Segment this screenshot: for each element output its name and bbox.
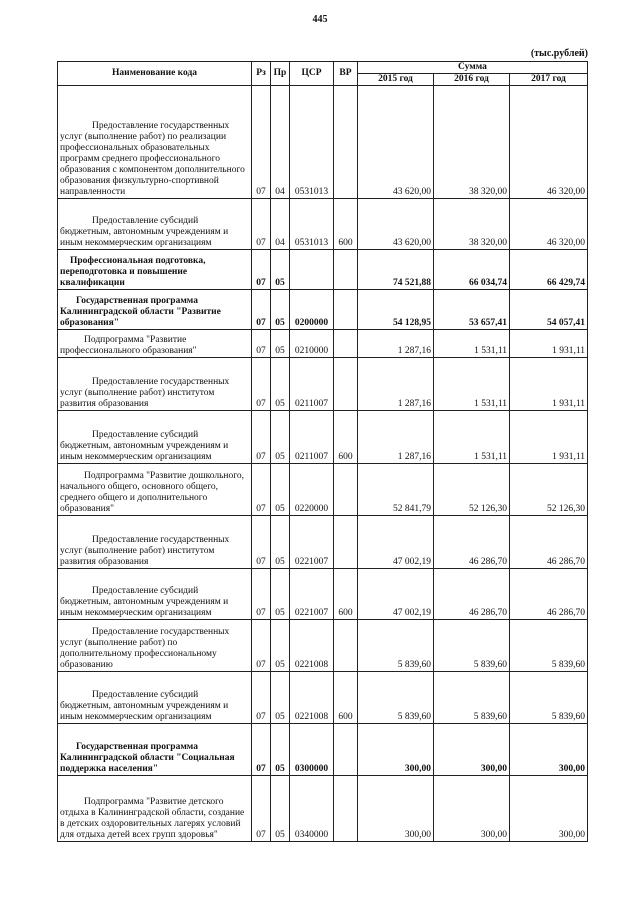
row-vr — [334, 724, 358, 776]
row-2015: 52 841,79 — [358, 464, 434, 516]
table-row — [58, 290, 588, 330]
row-rz: 07 — [252, 672, 271, 724]
row-rz: 07 — [252, 86, 271, 199]
row-csr: 0221007 — [290, 516, 334, 569]
row-vr: 600 — [334, 199, 358, 250]
row-pr: 05 — [271, 569, 290, 620]
row-vr — [334, 464, 358, 516]
header-vr: ВР — [334, 62, 358, 86]
row-2015: 1 287,16 — [358, 411, 434, 464]
table-row — [58, 330, 588, 358]
row-rz: 07 — [252, 569, 271, 620]
row-name: Подпрограмма "Развитие детского отдыха в Калининградской области, создание в детских оздоровительных лагерях условий для отдыха детей всех групп здоровья" — [58, 776, 252, 842]
row-rz: 07 — [252, 776, 271, 842]
row-name: Государственная программа Калининградской области "Развитие образования" — [58, 290, 252, 330]
header-2015: 2015 год — [358, 74, 434, 86]
table-row — [58, 569, 588, 620]
row-csr: 0531013 — [290, 86, 334, 199]
row-vr: 600 — [334, 411, 358, 464]
header-name: Наименование кода — [58, 62, 252, 86]
row-name: Предоставление субсидий бюджетным, автономным учреждениям и иным некоммерческим организациям — [58, 672, 252, 724]
row-2015: 1 287,16 — [358, 330, 434, 358]
row-vr: 600 — [334, 569, 358, 620]
row-2015: 47 002,19 — [358, 516, 434, 569]
row-pr: 05 — [271, 620, 290, 672]
table-row — [58, 199, 588, 250]
row-rz: 07 — [252, 199, 271, 250]
table-row — [58, 516, 588, 569]
row-2015: 43 620,00 — [358, 199, 434, 250]
row-name: Предоставление государственных услуг (выполнение работ) по дополнительному профессиональному образованию — [58, 620, 252, 672]
row-vr: 600 — [334, 672, 358, 724]
row-rz: 07 — [252, 724, 271, 776]
row-2016: 66 034,74 — [434, 250, 510, 290]
row-2017: 5 839,60 — [510, 620, 588, 672]
row-name: Подпрограмма "Развитие профессионального образования" — [58, 330, 252, 358]
row-vr — [334, 250, 358, 290]
row-2015: 300,00 — [358, 776, 434, 842]
row-2016: 38 320,00 — [434, 199, 510, 250]
row-name: Предоставление государственных услуг (выполнение работ) институтом развития образования — [58, 358, 252, 411]
row-csr: 0211007 — [290, 358, 334, 411]
row-pr: 05 — [271, 516, 290, 569]
row-2016: 38 320,00 — [434, 86, 510, 199]
header-2016: 2016 год — [434, 74, 510, 86]
table-row — [58, 86, 588, 199]
row-pr: 05 — [271, 250, 290, 290]
row-2016: 5 839,60 — [434, 672, 510, 724]
row-2017: 46 286,70 — [510, 569, 588, 620]
row-csr: 0221008 — [290, 672, 334, 724]
row-csr: 0221008 — [290, 620, 334, 672]
row-pr: 05 — [271, 290, 290, 330]
row-rz: 07 — [252, 464, 271, 516]
row-name: Профессиональная подготовка, переподготовка и повышение квалификации — [58, 250, 252, 290]
row-2015: 43 620,00 — [358, 86, 434, 199]
row-2017: 46 286,70 — [510, 516, 588, 569]
header-rz: Рз — [252, 62, 271, 86]
row-csr: 0531013 — [290, 199, 334, 250]
header-2017: 2017 год — [510, 74, 588, 86]
budget-table — [57, 61, 588, 842]
row-2015: 74 521,88 — [358, 250, 434, 290]
row-csr: 0340000 — [290, 776, 334, 842]
row-2016: 46 286,70 — [434, 516, 510, 569]
row-2016: 46 286,70 — [434, 569, 510, 620]
row-2017: 5 839,60 — [510, 672, 588, 724]
row-2017: 300,00 — [510, 776, 588, 842]
table-body — [58, 86, 588, 842]
row-2017: 52 126,30 — [510, 464, 588, 516]
row-name: Предоставление субсидий бюджетным, автономным учреждениям и иным некоммерческим организациям — [58, 411, 252, 464]
row-rz: 07 — [252, 290, 271, 330]
table-row — [58, 724, 588, 776]
row-vr — [334, 290, 358, 330]
row-pr: 05 — [271, 464, 290, 516]
row-name: Предоставление государственных услуг (выполнение работ) по реализации профессиональных образовательных программ среднего профессионального образования с компонентом дополнительного образования физкультурно-спортивной направленности — [58, 86, 252, 199]
row-vr — [334, 776, 358, 842]
header-pr: Пр — [271, 62, 290, 86]
row-2015: 47 002,19 — [358, 569, 434, 620]
row-pr: 05 — [271, 672, 290, 724]
page-number: 445 — [312, 14, 328, 25]
row-vr — [334, 330, 358, 358]
row-rz: 07 — [252, 250, 271, 290]
row-2017: 46 320,00 — [510, 86, 588, 199]
row-name: Подпрограмма "Развитие дошкольного, начального общего, основного общего, среднего общего и дополнительного образования" — [58, 464, 252, 516]
table-header — [58, 62, 588, 86]
row-csr: 0220000 — [290, 464, 334, 516]
row-2016: 5 839,60 — [434, 620, 510, 672]
row-2016: 53 657,41 — [434, 290, 510, 330]
row-2016: 1 531,11 — [434, 358, 510, 411]
row-pr: 05 — [271, 724, 290, 776]
row-2017: 54 057,41 — [510, 290, 588, 330]
row-2016: 300,00 — [434, 724, 510, 776]
table-row — [58, 464, 588, 516]
row-2016: 52 126,30 — [434, 464, 510, 516]
row-vr — [334, 358, 358, 411]
row-csr — [290, 250, 334, 290]
row-name: Государственная программа Калининградской области "Социальная поддержка населения" — [58, 724, 252, 776]
table-row — [58, 250, 588, 290]
table-row — [58, 672, 588, 724]
row-vr — [334, 86, 358, 199]
row-pr: 05 — [271, 330, 290, 358]
row-rz: 07 — [252, 516, 271, 569]
row-2017: 1 931,11 — [510, 330, 588, 358]
header-sum: Сумма — [358, 62, 588, 74]
row-pr: 05 — [271, 776, 290, 842]
table-row — [58, 358, 588, 411]
row-2017: 300,00 — [510, 724, 588, 776]
row-vr — [334, 620, 358, 672]
row-2016: 300,00 — [434, 776, 510, 842]
row-pr: 05 — [271, 411, 290, 464]
row-2016: 1 531,11 — [434, 330, 510, 358]
row-csr: 0200000 — [290, 290, 334, 330]
row-vr — [334, 516, 358, 569]
row-2017: 1 931,11 — [510, 411, 588, 464]
row-pr: 04 — [271, 199, 290, 250]
header-csr: ЦСР — [290, 62, 334, 86]
row-rz: 07 — [252, 358, 271, 411]
row-csr: 0300000 — [290, 724, 334, 776]
table-row — [58, 776, 588, 842]
table-row — [58, 411, 588, 464]
row-rz: 07 — [252, 620, 271, 672]
row-2015: 5 839,60 — [358, 620, 434, 672]
row-2016: 1 531,11 — [434, 411, 510, 464]
row-name: Предоставление субсидий бюджетным, автономным учреждениям и иным некоммерческим организациям — [58, 569, 252, 620]
row-2017: 66 429,74 — [510, 250, 588, 290]
table-row — [58, 620, 588, 672]
units-note: (тыс.рублей) — [530, 48, 588, 59]
row-csr: 0221007 — [290, 569, 334, 620]
row-2015: 300,00 — [358, 724, 434, 776]
row-2015: 5 839,60 — [358, 672, 434, 724]
row-csr: 0210000 — [290, 330, 334, 358]
row-pr: 04 — [271, 86, 290, 199]
row-pr: 05 — [271, 358, 290, 411]
row-name: Предоставление субсидий бюджетным, автономным учреждениям и иным некоммерческим организациям — [58, 199, 252, 250]
row-name: Предоставление государственных услуг (выполнение работ) институтом развития образования — [58, 516, 252, 569]
row-csr: 0211007 — [290, 411, 334, 464]
row-rz: 07 — [252, 330, 271, 358]
row-2015: 54 128,95 — [358, 290, 434, 330]
row-2017: 1 931,11 — [510, 358, 588, 411]
row-2015: 1 287,16 — [358, 358, 434, 411]
row-2017: 46 320,00 — [510, 199, 588, 250]
row-rz: 07 — [252, 411, 271, 464]
